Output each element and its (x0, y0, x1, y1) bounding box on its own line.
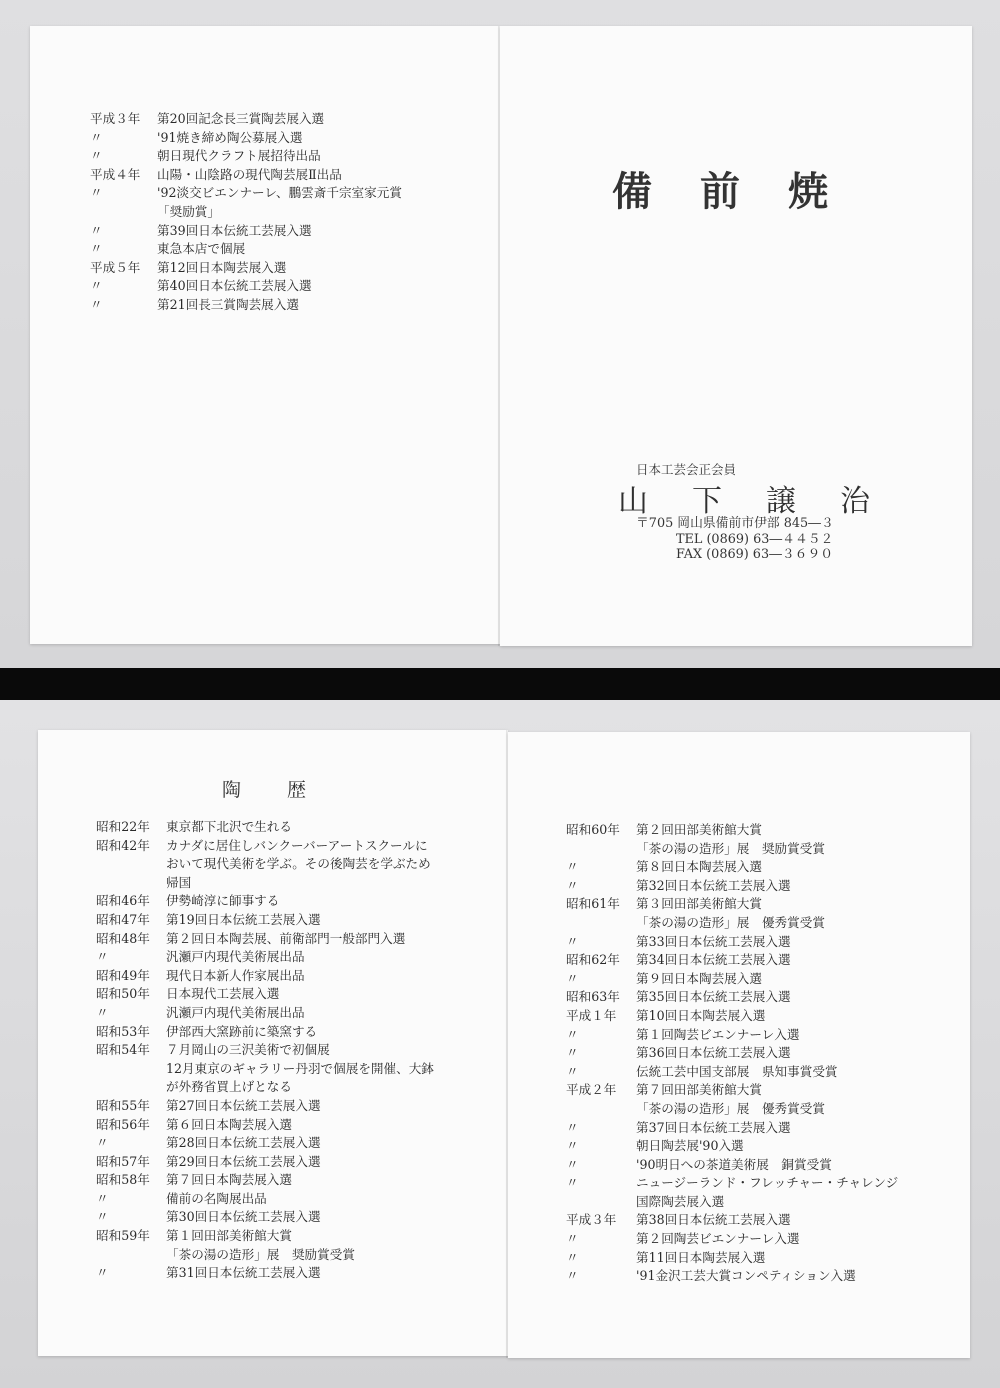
history-entry: 「茶の湯の造形」展 優秀賞受賞 (636, 1100, 825, 1116)
history-entry: 第29回日本伝統工芸展入選 (166, 1153, 321, 1169)
history-entry: 「茶の湯の造形」展 奨励賞受賞 (166, 1246, 355, 1262)
history-year: 〃 (566, 1175, 579, 1191)
history-row (96, 1208, 434, 1227)
history-entry: 第38回日本伝統工芸展入選 (636, 1212, 791, 1228)
history-year: 〃 (90, 222, 103, 238)
history-entry: 第37回日本伝統工芸展入選 (636, 1119, 791, 1135)
history-row (96, 1190, 434, 1209)
history-entry: 第33回日本伝統工芸展入選 (636, 933, 791, 949)
history-year: 〃 (96, 949, 109, 965)
history-year: 昭和47年 (96, 911, 150, 927)
history-row (96, 985, 434, 1004)
history-entry: 備前の名陶展出品 (166, 1190, 267, 1206)
history-entry: 12月東京のギャラリー丹羽で個展を開催、大鉢 (166, 1060, 434, 1076)
history-year: 〃 (566, 1045, 579, 1061)
history-row (566, 1119, 898, 1138)
history-year: 平成５年 (90, 259, 141, 275)
history-year: 昭和55年 (96, 1097, 150, 1113)
history-row (96, 818, 434, 837)
history-entry: 第７回日本陶芸展入選 (166, 1172, 292, 1188)
history-year: 〃 (566, 1231, 579, 1247)
history-row (566, 1211, 898, 1230)
history-entry: '91焼き締め陶公募展入選 (157, 129, 303, 145)
history-entry: 伊勢崎淳に師事する (166, 893, 280, 909)
history-row (96, 948, 434, 967)
history-year (96, 855, 166, 874)
history-entry: カナダに居住しバンクーバーアートスクールに (166, 837, 428, 853)
history-row (566, 1193, 898, 1212)
history-year: 〃 (90, 296, 103, 312)
history-entry: 帰国 (166, 874, 192, 890)
history-year: 昭和49年 (96, 967, 150, 983)
history-entry: 現代日本新人作家展出品 (166, 967, 305, 983)
history-row (566, 1026, 898, 1045)
history-year: 平成４年 (90, 166, 141, 182)
history-year: 〃 (566, 877, 579, 893)
history-row (90, 277, 402, 296)
history-year: 昭和57年 (96, 1153, 150, 1169)
history-year (566, 914, 636, 933)
history-year: 昭和63年 (566, 989, 620, 1005)
history-year: 平成２年 (566, 1082, 617, 1098)
history-row (566, 1156, 898, 1175)
history-year: 〃 (566, 1138, 579, 1154)
history-entry: 第27回日本伝統工芸展入選 (166, 1097, 321, 1113)
history-year: 〃 (90, 148, 103, 164)
history-year: 〃 (566, 1156, 579, 1172)
history-year: 平成１年 (566, 1007, 617, 1023)
history-row (566, 821, 898, 840)
history-year: 〃 (90, 185, 103, 201)
history-entry: 日本現代工芸展入選 (166, 986, 280, 1002)
history-entry: 国際陶芸展入選 (636, 1193, 725, 1209)
history-entry: 第２回陶芸ビエンナーレ入選 (636, 1231, 800, 1247)
history-row (90, 259, 402, 278)
history-row (96, 892, 434, 911)
history-row (566, 951, 898, 970)
history-entry: 第９回日本陶芸展入選 (636, 970, 762, 986)
history-year: 昭和59年 (96, 1228, 150, 1244)
history-row (566, 1007, 898, 1026)
history-row (566, 858, 898, 877)
artist-name: 山下譲治 (618, 484, 914, 519)
history-year (96, 1246, 166, 1265)
history-year: 〃 (90, 241, 103, 257)
history-year: 昭和61年 (566, 896, 620, 912)
divider-bar (0, 668, 1000, 700)
history-year (96, 1060, 166, 1079)
history-row (96, 1097, 434, 1116)
history-entry: 第39回日本伝統工芸展入選 (157, 222, 312, 238)
history-row (96, 1227, 434, 1246)
history-year (96, 874, 166, 893)
history-entry: 伝統工芸中国支部展 県知事賞受賞 (636, 1063, 838, 1079)
history-row (96, 930, 434, 949)
history-year: 昭和48年 (96, 930, 150, 946)
history-entry: 第30回日本伝統工芸展入選 (166, 1209, 321, 1225)
history-year: 〃 (96, 1190, 109, 1206)
history-entry: 第31回日本伝統工芸展入選 (166, 1265, 321, 1281)
history-row (96, 855, 434, 874)
history-entry: 伊部西大窯跡前に築窯する (166, 1023, 318, 1039)
history-row (90, 110, 402, 129)
history-row (566, 1230, 898, 1249)
history-row (96, 1153, 434, 1172)
history-entry: 第２回日本陶芸展、前衛部門一般部門入選 (166, 930, 406, 946)
history-year: 昭和60年 (566, 822, 620, 837)
history-row (96, 1171, 434, 1190)
history-year: 〃 (566, 970, 579, 986)
history-entry: 「奨励賞」 (157, 203, 220, 219)
history-row (566, 1267, 898, 1286)
history-entry: 第21回長三賞陶芸展入選 (157, 296, 299, 312)
history-entry: 第３回田部美術館大賞 (636, 896, 762, 912)
history-row (96, 1246, 434, 1265)
history-year: 平成３年 (90, 111, 141, 126)
history-row (566, 895, 898, 914)
history-entry: 第32回日本伝統工芸展入選 (636, 877, 791, 893)
history-year: 昭和22年 (96, 819, 150, 834)
history-year: 昭和46年 (96, 893, 150, 909)
history-entry: 第６回日本陶芸展入選 (166, 1116, 292, 1132)
member-label: 日本工芸会正会員 (636, 462, 737, 477)
history-year: 昭和56年 (96, 1116, 150, 1132)
history-row (90, 203, 402, 222)
history-entry: 第７回田部美術館大賞 (636, 1082, 762, 1098)
contact-block (636, 516, 834, 563)
history-row (566, 933, 898, 952)
history-list-left (96, 818, 434, 1283)
history-entry: 東急本店で個展 (157, 241, 246, 257)
history-entry: 「茶の湯の造形」展 奨励賞受賞 (636, 840, 825, 856)
history-row (566, 1174, 898, 1193)
history-year: 昭和54年 (96, 1042, 150, 1058)
history-row (96, 1264, 434, 1283)
history-entry: 朝日陶芸展'90入選 (636, 1138, 744, 1154)
history-year (566, 1193, 636, 1212)
history-year: 〃 (96, 1004, 109, 1020)
history-year: 昭和58年 (96, 1172, 150, 1188)
history-entry: 汎瀬戸内現代美術展出品 (166, 1004, 305, 1020)
history-entry: 第36回日本伝統工芸展入選 (636, 1045, 791, 1061)
history-row (96, 837, 434, 856)
history-year: 〃 (566, 1268, 579, 1284)
history-entry: 第10回日本陶芸展入選 (636, 1007, 766, 1023)
top-history-list (90, 110, 402, 315)
history-entry: 第35回日本伝統工芸展入選 (636, 989, 791, 1005)
history-entry: 朝日現代クラフト展招待出品 (157, 148, 321, 164)
history-row (90, 129, 402, 148)
history-year: 〃 (96, 1209, 109, 1225)
history-year: 〃 (566, 933, 579, 949)
history-year: 〃 (566, 1249, 579, 1265)
history-entry: 第19回日本伝統工芸展入選 (166, 911, 321, 927)
history-row (566, 970, 898, 989)
history-row (566, 1081, 898, 1100)
history-row (96, 1134, 434, 1153)
history-entry: 第８回日本陶芸展入選 (636, 859, 762, 875)
address-line: 〒705 岡山県備前市伊部 845―３ (636, 516, 834, 531)
history-entry: 第40回日本伝統工芸展入選 (157, 278, 312, 294)
history-row (566, 1044, 898, 1063)
history-entry: '92淡交ビエンナーレ、鵬雲斎千宗室家元賞 (157, 185, 402, 201)
history-row (96, 1116, 434, 1135)
history-entry: 「茶の湯の造形」展 優秀賞受賞 (636, 914, 825, 930)
fax-line: FAX (0869) 63―３６９０ (676, 547, 834, 562)
tel-line: TEL (0869) 63―４４５２ (676, 531, 834, 547)
history-year: 昭和42年 (96, 837, 150, 853)
history-row (90, 222, 402, 241)
history-row (566, 1137, 898, 1156)
history-year (566, 840, 636, 859)
cover-title: 備前焼 (612, 169, 876, 215)
history-row (96, 911, 434, 930)
history-row (96, 1060, 434, 1079)
history-entry: ニュージーランド・フレッチャー・チャレンジ (636, 1175, 899, 1191)
history-row (90, 147, 402, 166)
history-entry: 汎瀬戸内現代美術展出品 (166, 949, 305, 965)
history-row (566, 840, 898, 859)
history-year: 平成３年 (566, 1212, 617, 1228)
history-entry: 第34回日本伝統工芸展入選 (636, 952, 791, 968)
bottom-fold-line (506, 730, 508, 1358)
history-row (566, 1249, 898, 1268)
history-row (566, 914, 898, 933)
history-entry: 東京都下北沢で生れる (166, 819, 292, 834)
top-fold-line (498, 26, 500, 646)
history-row (90, 184, 402, 203)
history-row (96, 1023, 434, 1042)
history-year: 〃 (96, 1135, 109, 1151)
history-entry: ７月岡山の三沢美術で初個展 (166, 1042, 330, 1058)
history-entry: 第１回陶芸ビエンナーレ入選 (636, 1026, 800, 1042)
history-year: 昭和53年 (96, 1023, 150, 1039)
history-entry: 第28回日本伝統工芸展入選 (166, 1135, 321, 1151)
history-row (566, 988, 898, 1007)
history-entry: 第12回日本陶芸展入選 (157, 259, 287, 275)
history-row (566, 1063, 898, 1082)
history-entry: おいて現代美術を学ぶ。その後陶芸を学ぶため (166, 856, 431, 872)
history-entry: '91金沢工芸大賞コンペティション入選 (636, 1268, 856, 1284)
history-year: 〃 (566, 859, 579, 875)
history-entry: 第１回田部美術館大賞 (166, 1228, 292, 1244)
history-year: 〃 (566, 1119, 579, 1135)
history-year: 昭和50年 (96, 986, 150, 1002)
history-row (566, 877, 898, 896)
history-row (96, 1004, 434, 1023)
history-year (96, 1078, 166, 1097)
history-list-right (566, 821, 898, 1286)
history-row (96, 967, 434, 986)
history-entry: 第11回日本陶芸展入選 (636, 1249, 766, 1265)
history-year (566, 1100, 636, 1119)
history-row (566, 1100, 898, 1119)
history-year: 昭和62年 (566, 952, 620, 968)
history-year: 〃 (96, 1265, 109, 1281)
history-row (90, 240, 402, 259)
history-entry: 第２回田部美術館大賞 (636, 822, 762, 837)
history-year: 〃 (566, 1026, 579, 1042)
history-row (96, 874, 434, 893)
history-row (96, 1041, 434, 1060)
history-row (96, 1078, 434, 1097)
history-year (90, 203, 157, 222)
history-row (90, 296, 402, 315)
history-entry: が外務省買上げとなる (166, 1079, 292, 1095)
history-title: 陶歴 (222, 779, 353, 801)
history-entry: '90明日への茶道美術展 銅賞受賞 (636, 1156, 832, 1172)
history-year: 〃 (90, 129, 103, 145)
history-row (90, 166, 402, 185)
history-entry: 第20回記念長三賞陶芸展入選 (157, 111, 325, 126)
history-year: 〃 (566, 1063, 579, 1079)
history-entry: 山陽・山陰路の現代陶芸展Ⅱ出品 (157, 166, 342, 182)
history-year: 〃 (90, 278, 103, 294)
